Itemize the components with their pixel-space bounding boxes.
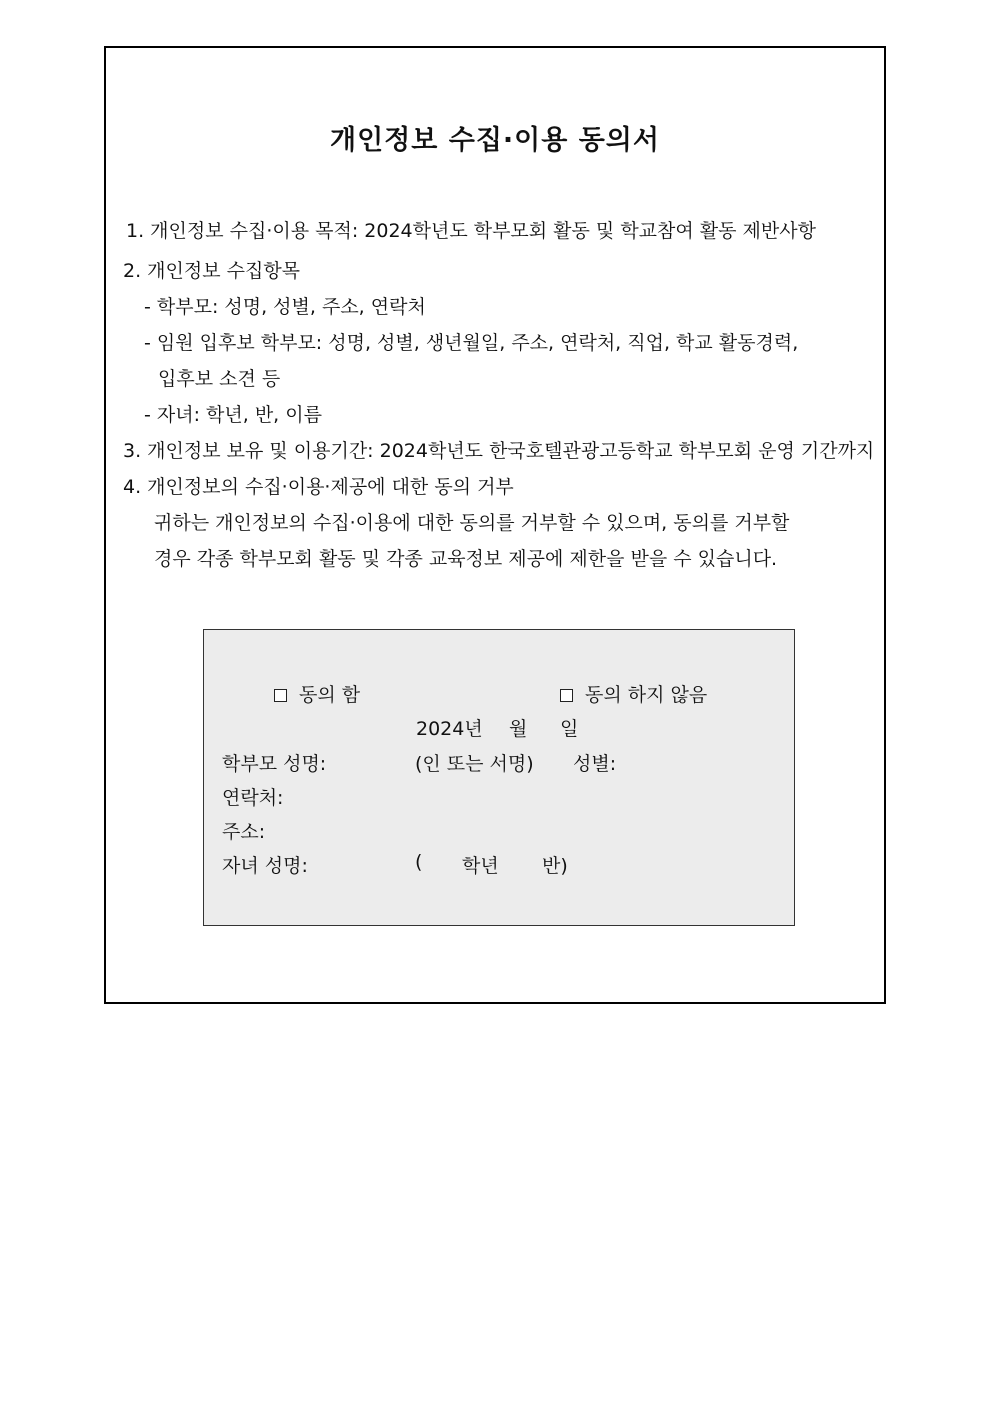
date-day: 일 [560,718,579,740]
collected-items-heading: 2. 개인정보 수집항목 [123,260,301,282]
agree-checkbox[interactable] [274,689,287,702]
consent-document [104,46,886,1004]
address-label: 주소: [222,821,266,843]
parent-items: - 학부모: 성명, 성별, 주소, 연락처 [144,296,426,318]
grade-label: 학년 [462,855,499,877]
date-month: 월 [509,718,528,740]
disagree-option[interactable] [560,680,707,707]
candidate-items-line1: - 임원 입후보 학부모: 성명, 성별, 생년월일, 주소, 연락처, 직업, 학교 활동경력, [144,332,799,354]
retention-period-item: 3. 개인정보 보유 및 이용기간: 2024학년도 한국호텔관광고등학교 학부모회 운영 기간까지 [123,440,875,462]
signature-label: (인 또는 서명) [415,753,534,775]
refusal-heading: 4. 개인정보의 수집·이용·제공에 대한 동의 거부 [123,476,514,498]
child-items: - 자녀: 학년, 반, 이름 [144,404,322,426]
date-year: 2024년 [416,718,483,740]
gender-label: 성별: [573,753,617,775]
candidate-items-line2: 입후보 소견 등 [158,368,281,390]
agree-label: 동의 함 [299,684,361,706]
document-title: 개인정보 수집·이용 동의서 [330,125,660,156]
consent-form-box [203,629,795,926]
refusal-description-line2: 경우 각종 학부모회 활동 및 각종 교육정보 제공에 제한을 받을 수 있습니다. [154,548,778,570]
purpose-item: 1. 개인정보 수집·이용 목적: 2024학년도 학부모회 활동 및 학교참여 활동 제반사항 [126,220,816,242]
disagree-label: 동의 하지 않음 [585,684,708,706]
parent-name-label: 학부모 성명: [222,753,327,775]
disagree-checkbox[interactable] [560,689,573,702]
agree-option[interactable] [274,680,360,707]
class-label: 반) [542,855,568,877]
child-name-label: 자녀 성명: [222,855,308,877]
refusal-description-line1: 귀하는 개인정보의 수집·이용에 대한 동의를 거부할 수 있으며, 동의를 거부할 [154,512,790,534]
contact-label: 연락처: [222,787,284,809]
grade-open-paren: ( [415,851,423,873]
